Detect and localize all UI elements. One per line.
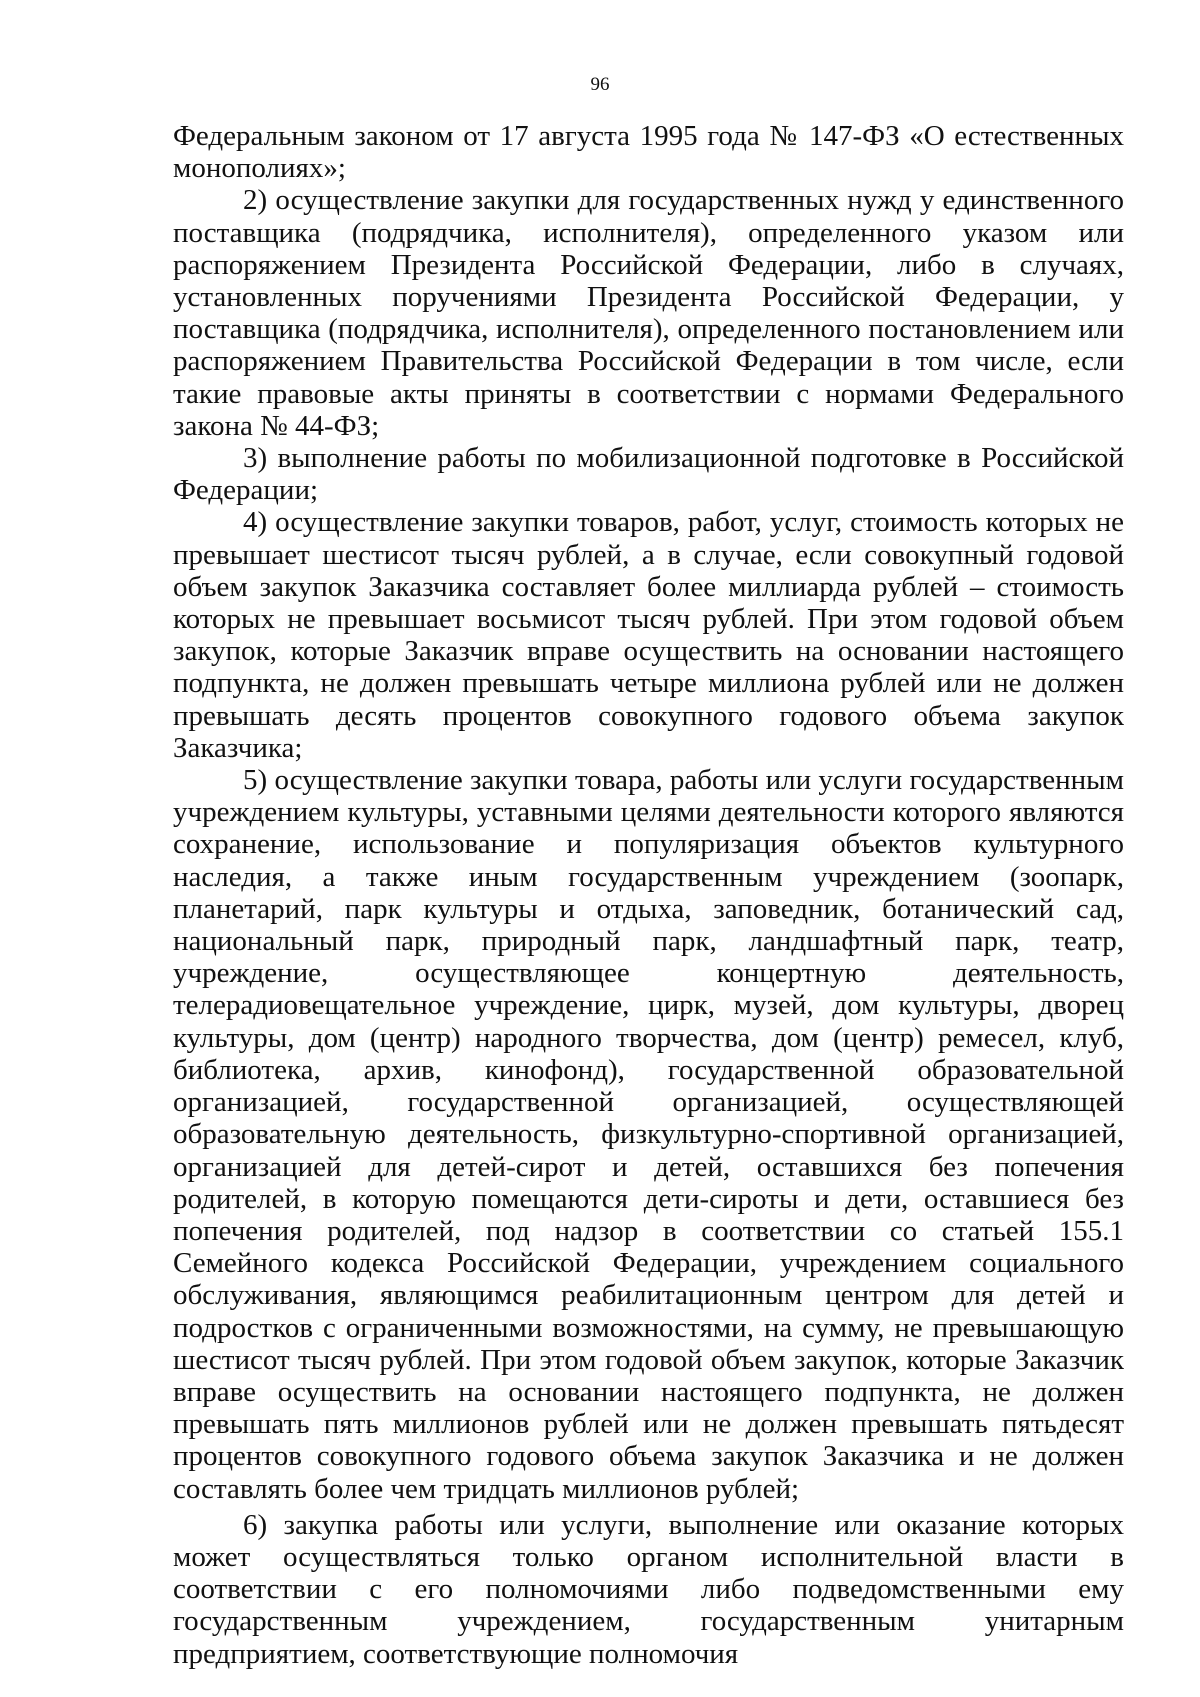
paragraph-item-5: 5) осуществление закупки товара, работы или услуги государственным учреждением культуры, уставными целями деятельности которого являются сохранение, использование и популяризация объектов культурного наследия, а также иным государственным учреждением (зоопарк, планетарий, парк культуры и отдыха, заповедник, ботанический сад, национальный парк, природный парк, ландшафтный парк, театр, учреждение, осуществляющее концертную деятельность, телерадиовещательное учреждение, цирк, музей, дом культуры, дворец культуры, дом (центр) народного творчества, дом (центр) ремесел, клуб, библиотека, архив, кинофонд), государственной образовательной организацией, государственной организацией, осуществляющей образовательную деятельность, физкультурно-спортивной организацией, организацией для детей-сирот и детей, оставшихся без попечения родителей, в которую помещаются дети-сироты и дети, оставшиеся без попечения родителей, под надзор в соответствии со статьей 155.1 Семейного кодекса Российской Федерации, учреждением социального обслуживания, являющимся реабилитационным центром для детей и подростков с ограниченными возможностями, на сумму, не превышающую шестисот тысяч рублей. При этом годовой объем закупок, которые Заказчик вправе осуществить на основании настоящего подпункта, не должен превышать пять миллионов рублей или не должен превышать пятьдесят процентов совокупного годового объема закупок Заказчика и не должен составлять более чем тридцать миллионов рублей; [173, 764, 1124, 1505]
page-number: 96 [590, 74, 610, 95]
paragraph-item-2: 2) осуществление закупки для государственных нужд у единственного поставщика (подрядчика, исполнителя), определенного указом или распоряжением Президента Российской Федерации, либо в случаях, установленных поручениями Президента Российской Федерации, у поставщика (подрядчика, исполнителя), определенного постановлением или распоряжением Правительства Российской Федерации в том числе, если такие правовые акты приняты в соответствии с нормами Федерального закона № 44-ФЗ; [173, 184, 1124, 442]
paragraph-item-4: 4) осуществление закупки товаров, работ, услуг, стоимость которых не превышает шестисот тысяч рублей, а в случае, если совокупный годовой объем закупок Заказчика составляет более миллиарда рублей – стоимость которых не превышает восьмисот тысяч рублей. При этом годовой объем закупок, которые Заказчик вправе осуществить на основании настоящего подпункта, не должен превышать четыре миллиона рублей или не должен превышать десять процентов совокупного годового объема закупок Заказчика; [173, 506, 1124, 764]
paragraph-item-6: 6) закупка работы или услуги, выполнение или оказание которых может осуществляться только органом исполнительной власти в соответствии с его полномочиями либо подведомственными ему государственным учреждением, государственным унитарным предприятием, соответствующие полномочия [173, 1508, 1124, 1670]
document-body [173, 120, 1124, 1670]
paragraph-item-3: 3) выполнение работы по мобилизационной подготовке в Российской Федерации; [173, 442, 1124, 507]
paragraph-continuation: Федеральным законом от 17 августа 1995 года № 147-ФЗ «О естественных монополиях»; [173, 120, 1124, 185]
